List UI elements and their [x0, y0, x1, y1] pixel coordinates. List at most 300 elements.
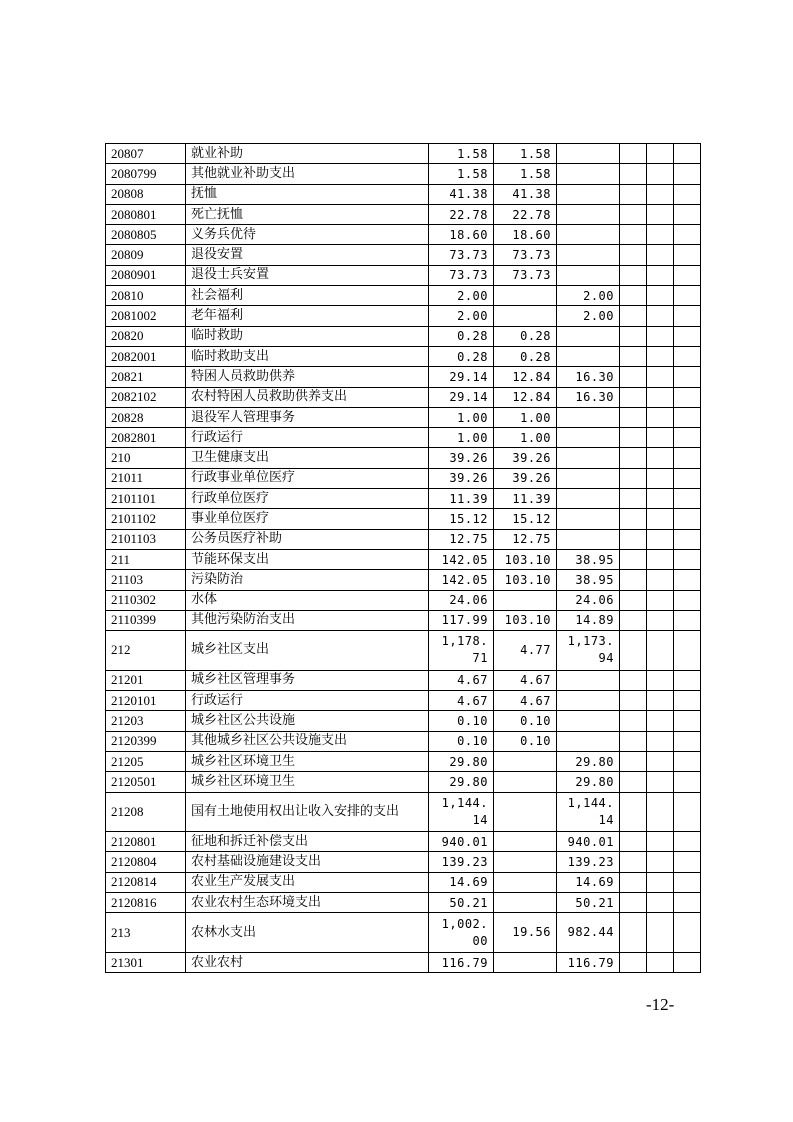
empty-cell: [647, 346, 674, 366]
subject-code-cell: 20810: [106, 286, 186, 306]
empty-cell: [674, 852, 701, 872]
subject-code-cell: 210: [106, 448, 186, 468]
empty-cell: [620, 367, 647, 387]
total-amount-cell: 1.00: [429, 407, 494, 427]
empty-cell: [674, 286, 701, 306]
project-expenditure-cell: [557, 428, 620, 448]
subject-name-cell: 城乡社区公共设施: [186, 711, 429, 731]
empty-cell: [647, 832, 674, 852]
empty-cell: [620, 489, 647, 509]
table-row: [106, 892, 701, 912]
subject-name-cell: 农村基础设施建设支出: [186, 852, 429, 872]
project-expenditure-cell: 24.06: [557, 590, 620, 610]
empty-cell: [620, 731, 647, 751]
total-amount-cell: 940.01: [429, 832, 494, 852]
basic-expenditure-cell: 39.26: [494, 468, 557, 488]
subject-code-cell: 21205: [106, 751, 186, 771]
subject-code-cell: 2101101: [106, 489, 186, 509]
empty-cell: [620, 448, 647, 468]
total-amount-cell: 50.21: [429, 892, 494, 912]
empty-cell: [620, 772, 647, 792]
subject-code-cell: 2110399: [106, 610, 186, 630]
subject-code-cell: 2101103: [106, 529, 186, 549]
project-expenditure-cell: 2.00: [557, 286, 620, 306]
project-expenditure-cell: 16.30: [557, 367, 620, 387]
table-row: [106, 529, 701, 549]
table-row: [106, 204, 701, 224]
basic-expenditure-cell: 41.38: [494, 184, 557, 204]
basic-expenditure-cell: 73.73: [494, 265, 557, 285]
subject-name-cell: 特困人员救助供养: [186, 367, 429, 387]
empty-cell: [647, 367, 674, 387]
table-row: [106, 691, 701, 711]
project-expenditure-cell: 2.00: [557, 306, 620, 326]
total-amount-cell: 29.14: [429, 387, 494, 407]
table-row: [106, 852, 701, 872]
subject-name-cell: 退役军人管理事务: [186, 407, 429, 427]
empty-cell: [620, 590, 647, 610]
table-row: [106, 326, 701, 346]
subject-name-cell: 卫生健康支出: [186, 448, 429, 468]
table-row: [106, 245, 701, 265]
subject-name-cell: 义务兵优待: [186, 225, 429, 245]
total-amount-cell: 0.28: [429, 326, 494, 346]
subject-code-cell: 2080901: [106, 265, 186, 285]
subject-code-cell: 2081002: [106, 306, 186, 326]
project-expenditure-cell: [557, 245, 620, 265]
empty-cell: [647, 670, 674, 690]
empty-cell: [620, 164, 647, 184]
subject-code-cell: 2080799: [106, 164, 186, 184]
table-body: [106, 144, 701, 973]
subject-name-cell: 水体: [186, 590, 429, 610]
empty-cell: [647, 489, 674, 509]
empty-cell: [620, 670, 647, 690]
subject-code-cell: 21208: [106, 792, 186, 832]
total-amount-cell: 1.58: [429, 144, 494, 164]
basic-expenditure-cell: [494, 751, 557, 771]
empty-cell: [647, 549, 674, 569]
subject-name-cell: 城乡社区环境卫生: [186, 772, 429, 792]
empty-cell: [674, 590, 701, 610]
subject-code-cell: 20821: [106, 367, 186, 387]
empty-cell: [674, 872, 701, 892]
empty-cell: [647, 407, 674, 427]
empty-cell: [620, 711, 647, 731]
basic-expenditure-cell: 73.73: [494, 245, 557, 265]
basic-expenditure-cell: 12.84: [494, 367, 557, 387]
total-amount-cell: 29.14: [429, 367, 494, 387]
empty-cell: [674, 144, 701, 164]
project-expenditure-cell: [557, 204, 620, 224]
subject-name-cell: 农业农村: [186, 952, 429, 972]
empty-cell: [620, 326, 647, 346]
total-amount-cell: 1,002.00: [429, 913, 494, 953]
basic-expenditure-cell: 11.39: [494, 489, 557, 509]
subject-name-cell: 其他就业补助支出: [186, 164, 429, 184]
empty-cell: [647, 952, 674, 972]
empty-cell: [647, 711, 674, 731]
subject-code-cell: 2120101: [106, 691, 186, 711]
basic-expenditure-cell: [494, 892, 557, 912]
project-expenditure-cell: 14.89: [557, 610, 620, 630]
empty-cell: [620, 631, 647, 671]
table-row: [106, 952, 701, 972]
table-row: [106, 306, 701, 326]
project-expenditure-cell: [557, 691, 620, 711]
empty-cell: [620, 346, 647, 366]
empty-cell: [674, 691, 701, 711]
subject-code-cell: 2101102: [106, 509, 186, 529]
subject-name-cell: 其他污染防治支出: [186, 610, 429, 630]
table-row: [106, 610, 701, 630]
empty-cell: [647, 892, 674, 912]
empty-cell: [647, 872, 674, 892]
subject-code-cell: 2082801: [106, 428, 186, 448]
project-expenditure-cell: 139.23: [557, 852, 620, 872]
empty-cell: [674, 204, 701, 224]
total-amount-cell: 1.00: [429, 428, 494, 448]
subject-code-cell: 2082102: [106, 387, 186, 407]
empty-cell: [620, 468, 647, 488]
subject-code-cell: 2110302: [106, 590, 186, 610]
empty-cell: [620, 144, 647, 164]
subject-name-cell: 农业生产发展支出: [186, 872, 429, 892]
basic-expenditure-cell: [494, 952, 557, 972]
empty-cell: [647, 387, 674, 407]
basic-expenditure-cell: 1.00: [494, 407, 557, 427]
subject-code-cell: 20820: [106, 326, 186, 346]
subject-code-cell: 21201: [106, 670, 186, 690]
empty-cell: [620, 428, 647, 448]
empty-cell: [620, 892, 647, 912]
subject-name-cell: 临时救助: [186, 326, 429, 346]
subject-name-cell: 老年福利: [186, 306, 429, 326]
total-amount-cell: 2.00: [429, 306, 494, 326]
table-row: [106, 265, 701, 285]
empty-cell: [620, 852, 647, 872]
basic-expenditure-cell: 1.58: [494, 144, 557, 164]
empty-cell: [674, 387, 701, 407]
subject-name-cell: 国有土地使用权出让收入安排的支出: [186, 792, 429, 832]
empty-cell: [647, 245, 674, 265]
basic-expenditure-cell: 103.10: [494, 570, 557, 590]
empty-cell: [674, 346, 701, 366]
project-expenditure-cell: [557, 225, 620, 245]
page-number: -12-: [646, 995, 675, 1014]
subject-code-cell: 212: [106, 631, 186, 671]
empty-cell: [647, 751, 674, 771]
total-amount-cell: 22.78: [429, 204, 494, 224]
table-row: [106, 549, 701, 569]
table-row: [106, 832, 701, 852]
total-amount-cell: 18.60: [429, 225, 494, 245]
empty-cell: [674, 367, 701, 387]
basic-expenditure-cell: [494, 792, 557, 832]
project-expenditure-cell: 14.69: [557, 872, 620, 892]
total-amount-cell: 0.10: [429, 711, 494, 731]
empty-cell: [620, 387, 647, 407]
project-expenditure-cell: 116.79: [557, 952, 620, 972]
empty-cell: [674, 913, 701, 953]
empty-cell: [620, 286, 647, 306]
empty-cell: [647, 631, 674, 671]
empty-cell: [674, 772, 701, 792]
total-amount-cell: 1,144.14: [429, 792, 494, 832]
subject-name-cell: 城乡社区支出: [186, 631, 429, 671]
project-expenditure-cell: 940.01: [557, 832, 620, 852]
total-amount-cell: 142.05: [429, 570, 494, 590]
empty-cell: [647, 610, 674, 630]
project-expenditure-cell: 29.80: [557, 772, 620, 792]
empty-cell: [674, 549, 701, 569]
basic-expenditure-cell: 39.26: [494, 448, 557, 468]
table-row: [106, 346, 701, 366]
project-expenditure-cell: [557, 670, 620, 690]
basic-expenditure-cell: [494, 832, 557, 852]
empty-cell: [647, 691, 674, 711]
subject-name-cell: 就业补助: [186, 144, 429, 164]
total-amount-cell: 14.69: [429, 872, 494, 892]
project-expenditure-cell: [557, 164, 620, 184]
total-amount-cell: 15.12: [429, 509, 494, 529]
basic-expenditure-cell: 18.60: [494, 225, 557, 245]
empty-cell: [620, 549, 647, 569]
empty-cell: [674, 184, 701, 204]
basic-expenditure-cell: 4.67: [494, 670, 557, 690]
project-expenditure-cell: [557, 468, 620, 488]
empty-cell: [647, 731, 674, 751]
subject-name-cell: 行政单位医疗: [186, 489, 429, 509]
table-row: [106, 407, 701, 427]
project-expenditure-cell: 982.44: [557, 913, 620, 953]
total-amount-cell: 39.26: [429, 448, 494, 468]
project-expenditure-cell: 1,173.94: [557, 631, 620, 671]
subject-code-cell: 2120814: [106, 872, 186, 892]
empty-cell: [647, 913, 674, 953]
empty-cell: [620, 691, 647, 711]
total-amount-cell: 73.73: [429, 265, 494, 285]
table-row: [106, 751, 701, 771]
basic-expenditure-cell: 12.84: [494, 387, 557, 407]
table-row: [106, 468, 701, 488]
empty-cell: [674, 570, 701, 590]
table-row: [106, 872, 701, 892]
empty-cell: [674, 225, 701, 245]
total-amount-cell: 1,178.71: [429, 631, 494, 671]
project-expenditure-cell: [557, 407, 620, 427]
project-expenditure-cell: [557, 529, 620, 549]
subject-code-cell: 20807: [106, 144, 186, 164]
total-amount-cell: 39.26: [429, 468, 494, 488]
table-row: [106, 489, 701, 509]
empty-cell: [647, 448, 674, 468]
empty-cell: [620, 306, 647, 326]
empty-cell: [674, 711, 701, 731]
empty-cell: [674, 892, 701, 912]
empty-cell: [620, 610, 647, 630]
basic-expenditure-cell: [494, 852, 557, 872]
subject-code-cell: 211: [106, 549, 186, 569]
project-expenditure-cell: [557, 448, 620, 468]
subject-code-cell: 2120801: [106, 832, 186, 852]
empty-cell: [647, 265, 674, 285]
total-amount-cell: 116.79: [429, 952, 494, 972]
empty-cell: [674, 670, 701, 690]
table-row: [106, 286, 701, 306]
table-row: [106, 164, 701, 184]
empty-cell: [647, 326, 674, 346]
project-expenditure-cell: [557, 265, 620, 285]
total-amount-cell: 4.67: [429, 670, 494, 690]
project-expenditure-cell: [557, 489, 620, 509]
table-row: [106, 448, 701, 468]
empty-cell: [674, 952, 701, 972]
empty-cell: [620, 407, 647, 427]
subject-name-cell: 行政运行: [186, 691, 429, 711]
basic-expenditure-cell: 1.00: [494, 428, 557, 448]
basic-expenditure-cell: 22.78: [494, 204, 557, 224]
total-amount-cell: 117.99: [429, 610, 494, 630]
basic-expenditure-cell: [494, 306, 557, 326]
total-amount-cell: 4.67: [429, 691, 494, 711]
subject-name-cell: 临时救助支出: [186, 346, 429, 366]
project-expenditure-cell: 50.21: [557, 892, 620, 912]
empty-cell: [674, 164, 701, 184]
basic-expenditure-cell: 0.10: [494, 731, 557, 751]
project-expenditure-cell: 29.80: [557, 751, 620, 771]
empty-cell: [674, 751, 701, 771]
empty-cell: [620, 792, 647, 832]
empty-cell: [647, 428, 674, 448]
total-amount-cell: 11.39: [429, 489, 494, 509]
table-row: [106, 711, 701, 731]
basic-expenditure-cell: 0.28: [494, 326, 557, 346]
empty-cell: [620, 913, 647, 953]
empty-cell: [674, 610, 701, 630]
table-row: [106, 631, 701, 671]
project-expenditure-cell: [557, 184, 620, 204]
basic-expenditure-cell: 0.10: [494, 711, 557, 731]
total-amount-cell: 0.10: [429, 731, 494, 751]
empty-cell: [647, 852, 674, 872]
subject-name-cell: 农林水支出: [186, 913, 429, 953]
empty-cell: [620, 184, 647, 204]
project-expenditure-cell: 1,144.14: [557, 792, 620, 832]
basic-expenditure-cell: [494, 590, 557, 610]
subject-name-cell: 城乡社区管理事务: [186, 670, 429, 690]
empty-cell: [674, 509, 701, 529]
empty-cell: [647, 225, 674, 245]
table-row: [106, 144, 701, 164]
subject-code-cell: 21203: [106, 711, 186, 731]
empty-cell: [674, 245, 701, 265]
project-expenditure-cell: 16.30: [557, 387, 620, 407]
subject-code-cell: 2120816: [106, 892, 186, 912]
subject-name-cell: 行政事业单位医疗: [186, 468, 429, 488]
subject-name-cell: 农业农村生态环境支出: [186, 892, 429, 912]
budget-expenditure-table: [105, 143, 701, 973]
subject-name-cell: 行政运行: [186, 428, 429, 448]
subject-code-cell: 213: [106, 913, 186, 953]
empty-cell: [674, 326, 701, 346]
total-amount-cell: 142.05: [429, 549, 494, 569]
empty-cell: [620, 952, 647, 972]
empty-cell: [674, 407, 701, 427]
subject-code-cell: 20828: [106, 407, 186, 427]
empty-cell: [674, 468, 701, 488]
empty-cell: [620, 265, 647, 285]
subject-name-cell: 公务员医疗补助: [186, 529, 429, 549]
table-row: [106, 670, 701, 690]
project-expenditure-cell: [557, 346, 620, 366]
subject-name-cell: 事业单位医疗: [186, 509, 429, 529]
subject-name-cell: 死亡抚恤: [186, 204, 429, 224]
subject-code-cell: 20808: [106, 184, 186, 204]
subject-code-cell: 2120501: [106, 772, 186, 792]
basic-expenditure-cell: 0.28: [494, 346, 557, 366]
empty-cell: [620, 570, 647, 590]
table-row: [106, 367, 701, 387]
total-amount-cell: 73.73: [429, 245, 494, 265]
table-row: [106, 590, 701, 610]
basic-expenditure-cell: 12.75: [494, 529, 557, 549]
basic-expenditure-cell: [494, 872, 557, 892]
total-amount-cell: 2.00: [429, 286, 494, 306]
empty-cell: [620, 245, 647, 265]
table-row: [106, 225, 701, 245]
table-row: [106, 570, 701, 590]
table-row: [106, 184, 701, 204]
subject-name-cell: 污染防治: [186, 570, 429, 590]
empty-cell: [620, 509, 647, 529]
subject-name-cell: 节能环保支出: [186, 549, 429, 569]
empty-cell: [647, 306, 674, 326]
subject-code-cell: 2082001: [106, 346, 186, 366]
table-row: [106, 387, 701, 407]
empty-cell: [647, 529, 674, 549]
empty-cell: [620, 872, 647, 892]
total-amount-cell: 41.38: [429, 184, 494, 204]
empty-cell: [647, 792, 674, 832]
project-expenditure-cell: [557, 144, 620, 164]
empty-cell: [620, 225, 647, 245]
subject-name-cell: 城乡社区环境卫生: [186, 751, 429, 771]
table-row: [106, 509, 701, 529]
table-row: [106, 772, 701, 792]
empty-cell: [647, 570, 674, 590]
empty-cell: [674, 631, 701, 671]
total-amount-cell: 29.80: [429, 772, 494, 792]
project-expenditure-cell: [557, 326, 620, 346]
subject-name-cell: 征地和拆迁补偿支出: [186, 832, 429, 852]
project-expenditure-cell: [557, 509, 620, 529]
empty-cell: [674, 306, 701, 326]
subject-code-cell: 21011: [106, 468, 186, 488]
subject-code-cell: 21103: [106, 570, 186, 590]
subject-name-cell: 退役安置: [186, 245, 429, 265]
subject-name-cell: 农村特困人员救助供养支出: [186, 387, 429, 407]
empty-cell: [647, 204, 674, 224]
basic-expenditure-cell: 1.58: [494, 164, 557, 184]
empty-cell: [674, 529, 701, 549]
empty-cell: [674, 489, 701, 509]
subject-name-cell: 抚恤: [186, 184, 429, 204]
empty-cell: [647, 772, 674, 792]
empty-cell: [674, 792, 701, 832]
empty-cell: [620, 529, 647, 549]
subject-name-cell: 其他城乡社区公共设施支出: [186, 731, 429, 751]
